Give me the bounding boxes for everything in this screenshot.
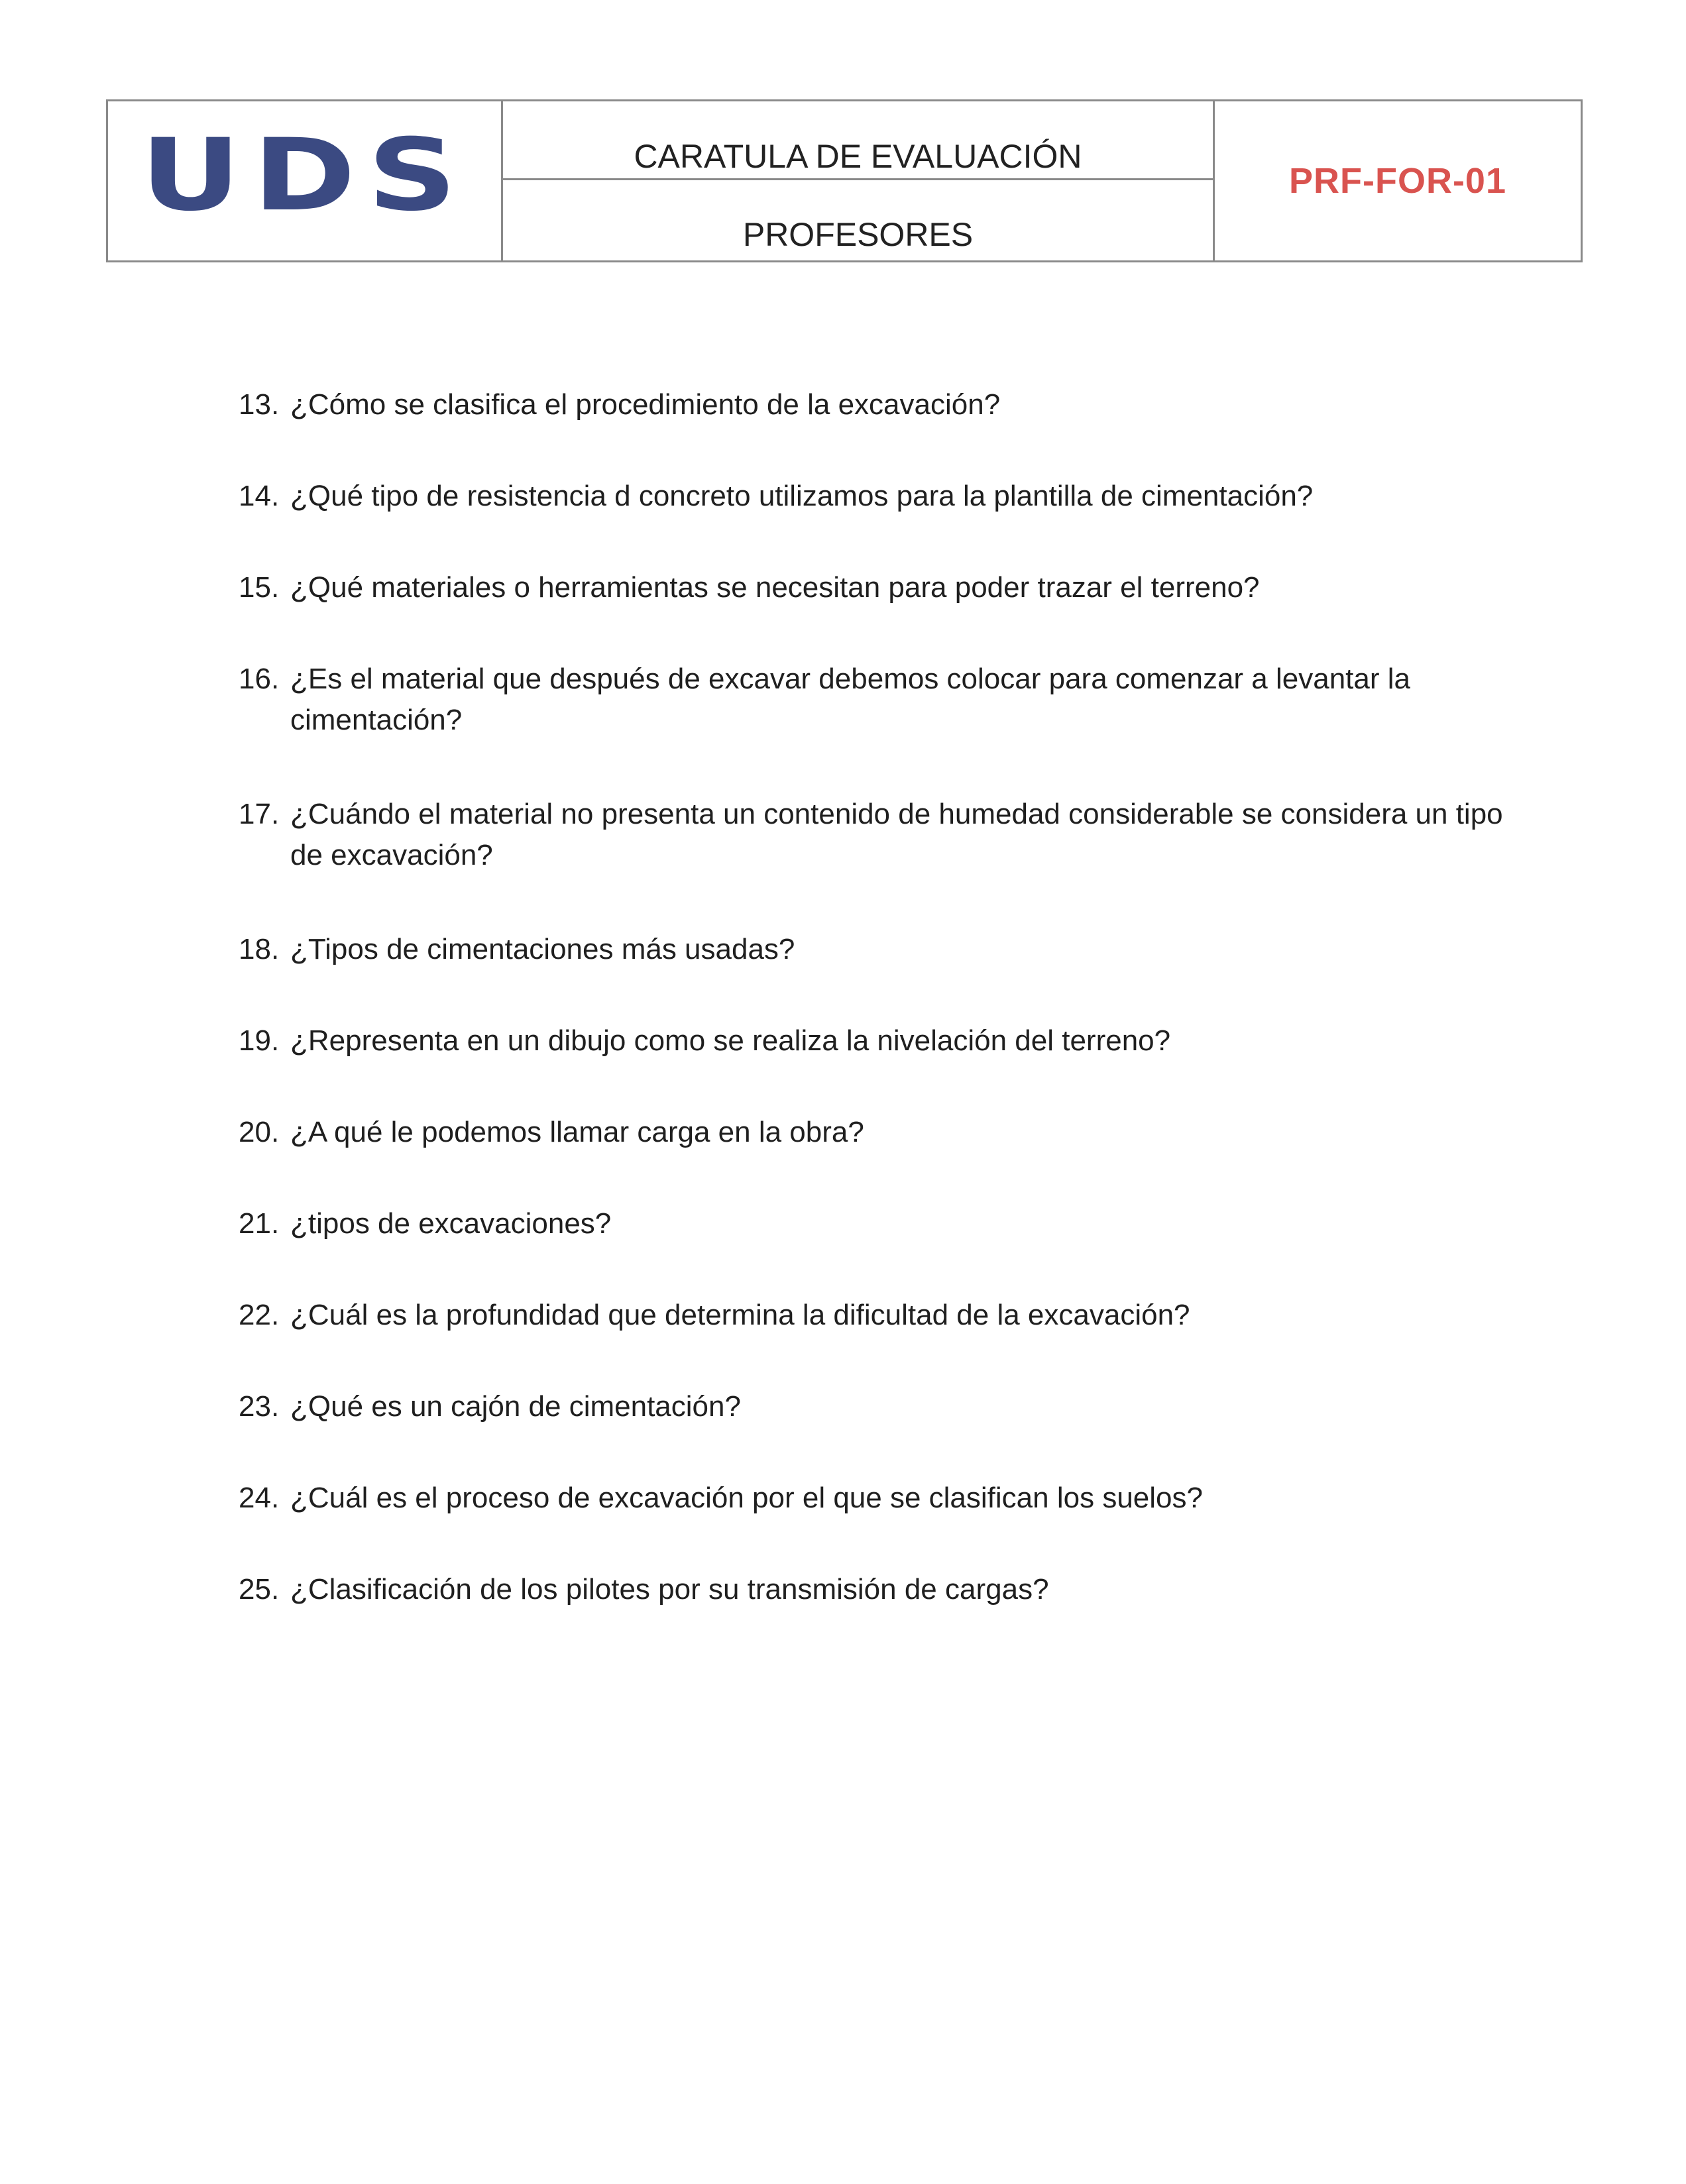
question-number: 23. [239, 1390, 280, 1423]
form-code: PRF-FOR-01 [1288, 161, 1506, 201]
header-table [106, 99, 1583, 262]
question-item [239, 929, 1524, 970]
question-text: ¿Representa en un dibujo como se realiza la nivelación del terreno? [290, 1024, 1171, 1057]
question-number: 18. [239, 933, 280, 965]
question-item [239, 1569, 1524, 1610]
question-text: ¿Qué es un cajón de cimentación? [290, 1390, 741, 1423]
question-number: 19. [239, 1024, 280, 1057]
question-number: 20. [239, 1116, 280, 1148]
question-item [239, 1386, 1524, 1427]
code-cell [1215, 101, 1581, 260]
question-item [239, 1020, 1524, 1062]
question-number: 14. [239, 480, 280, 512]
document-title: CARATULA DE EVALUACIÓN [503, 101, 1213, 180]
question-number: 16. [239, 663, 280, 695]
document-subtitle: PROFESORES [742, 216, 974, 253]
question-text: ¿Es el material que después de excavar debemos colocar para comenzar a levantar la cimentación? [290, 663, 1411, 736]
question-item [239, 1112, 1524, 1153]
question-text: ¿Cuál es el proceso de excavación por el que se clasifican los suelos? [290, 1482, 1203, 1514]
question-item [239, 794, 1524, 876]
question-text: ¿A qué le podemos llamar carga en la obra? [290, 1116, 864, 1148]
question-number: 17. [239, 798, 280, 830]
title-cell [503, 101, 1215, 260]
question-item [239, 1295, 1524, 1336]
question-item [239, 1203, 1524, 1244]
question-text: ¿Tipos de cimentaciones más usadas? [290, 933, 795, 965]
question-text: ¿Qué materiales o herramientas se necesitan para poder trazar el terreno? [290, 571, 1260, 604]
question-number: 15. [239, 571, 280, 604]
question-item [239, 384, 1524, 425]
question-list [239, 384, 1524, 1661]
question-text: ¿Cómo se clasifica el procedimiento de la excavación? [290, 388, 1001, 421]
question-text: ¿Clasificación de los pilotes por su transmisión de cargas? [290, 1573, 1049, 1606]
uds-logo: UDS [140, 118, 469, 233]
logo-cell [108, 101, 503, 260]
question-item [239, 567, 1524, 608]
question-text: ¿Cuál es la profundidad que determina la dificultad de la excavación? [290, 1299, 1190, 1331]
question-number: 22. [239, 1299, 280, 1331]
question-text: ¿Qué tipo de resistencia d concreto utilizamos para la plantilla de cimentación? [290, 480, 1314, 512]
question-number: 21. [239, 1207, 280, 1240]
question-item [239, 476, 1524, 517]
question-item [239, 659, 1524, 741]
question-item [239, 1478, 1524, 1519]
question-number: 25. [239, 1573, 280, 1606]
question-text: ¿tipos de excavaciones? [290, 1207, 612, 1240]
question-number: 24. [239, 1482, 280, 1514]
question-number: 13. [239, 388, 280, 421]
question-text: ¿Cuándo el material no presenta un contenido de humedad considerable se considera un tipo de excavación? [290, 798, 1503, 871]
